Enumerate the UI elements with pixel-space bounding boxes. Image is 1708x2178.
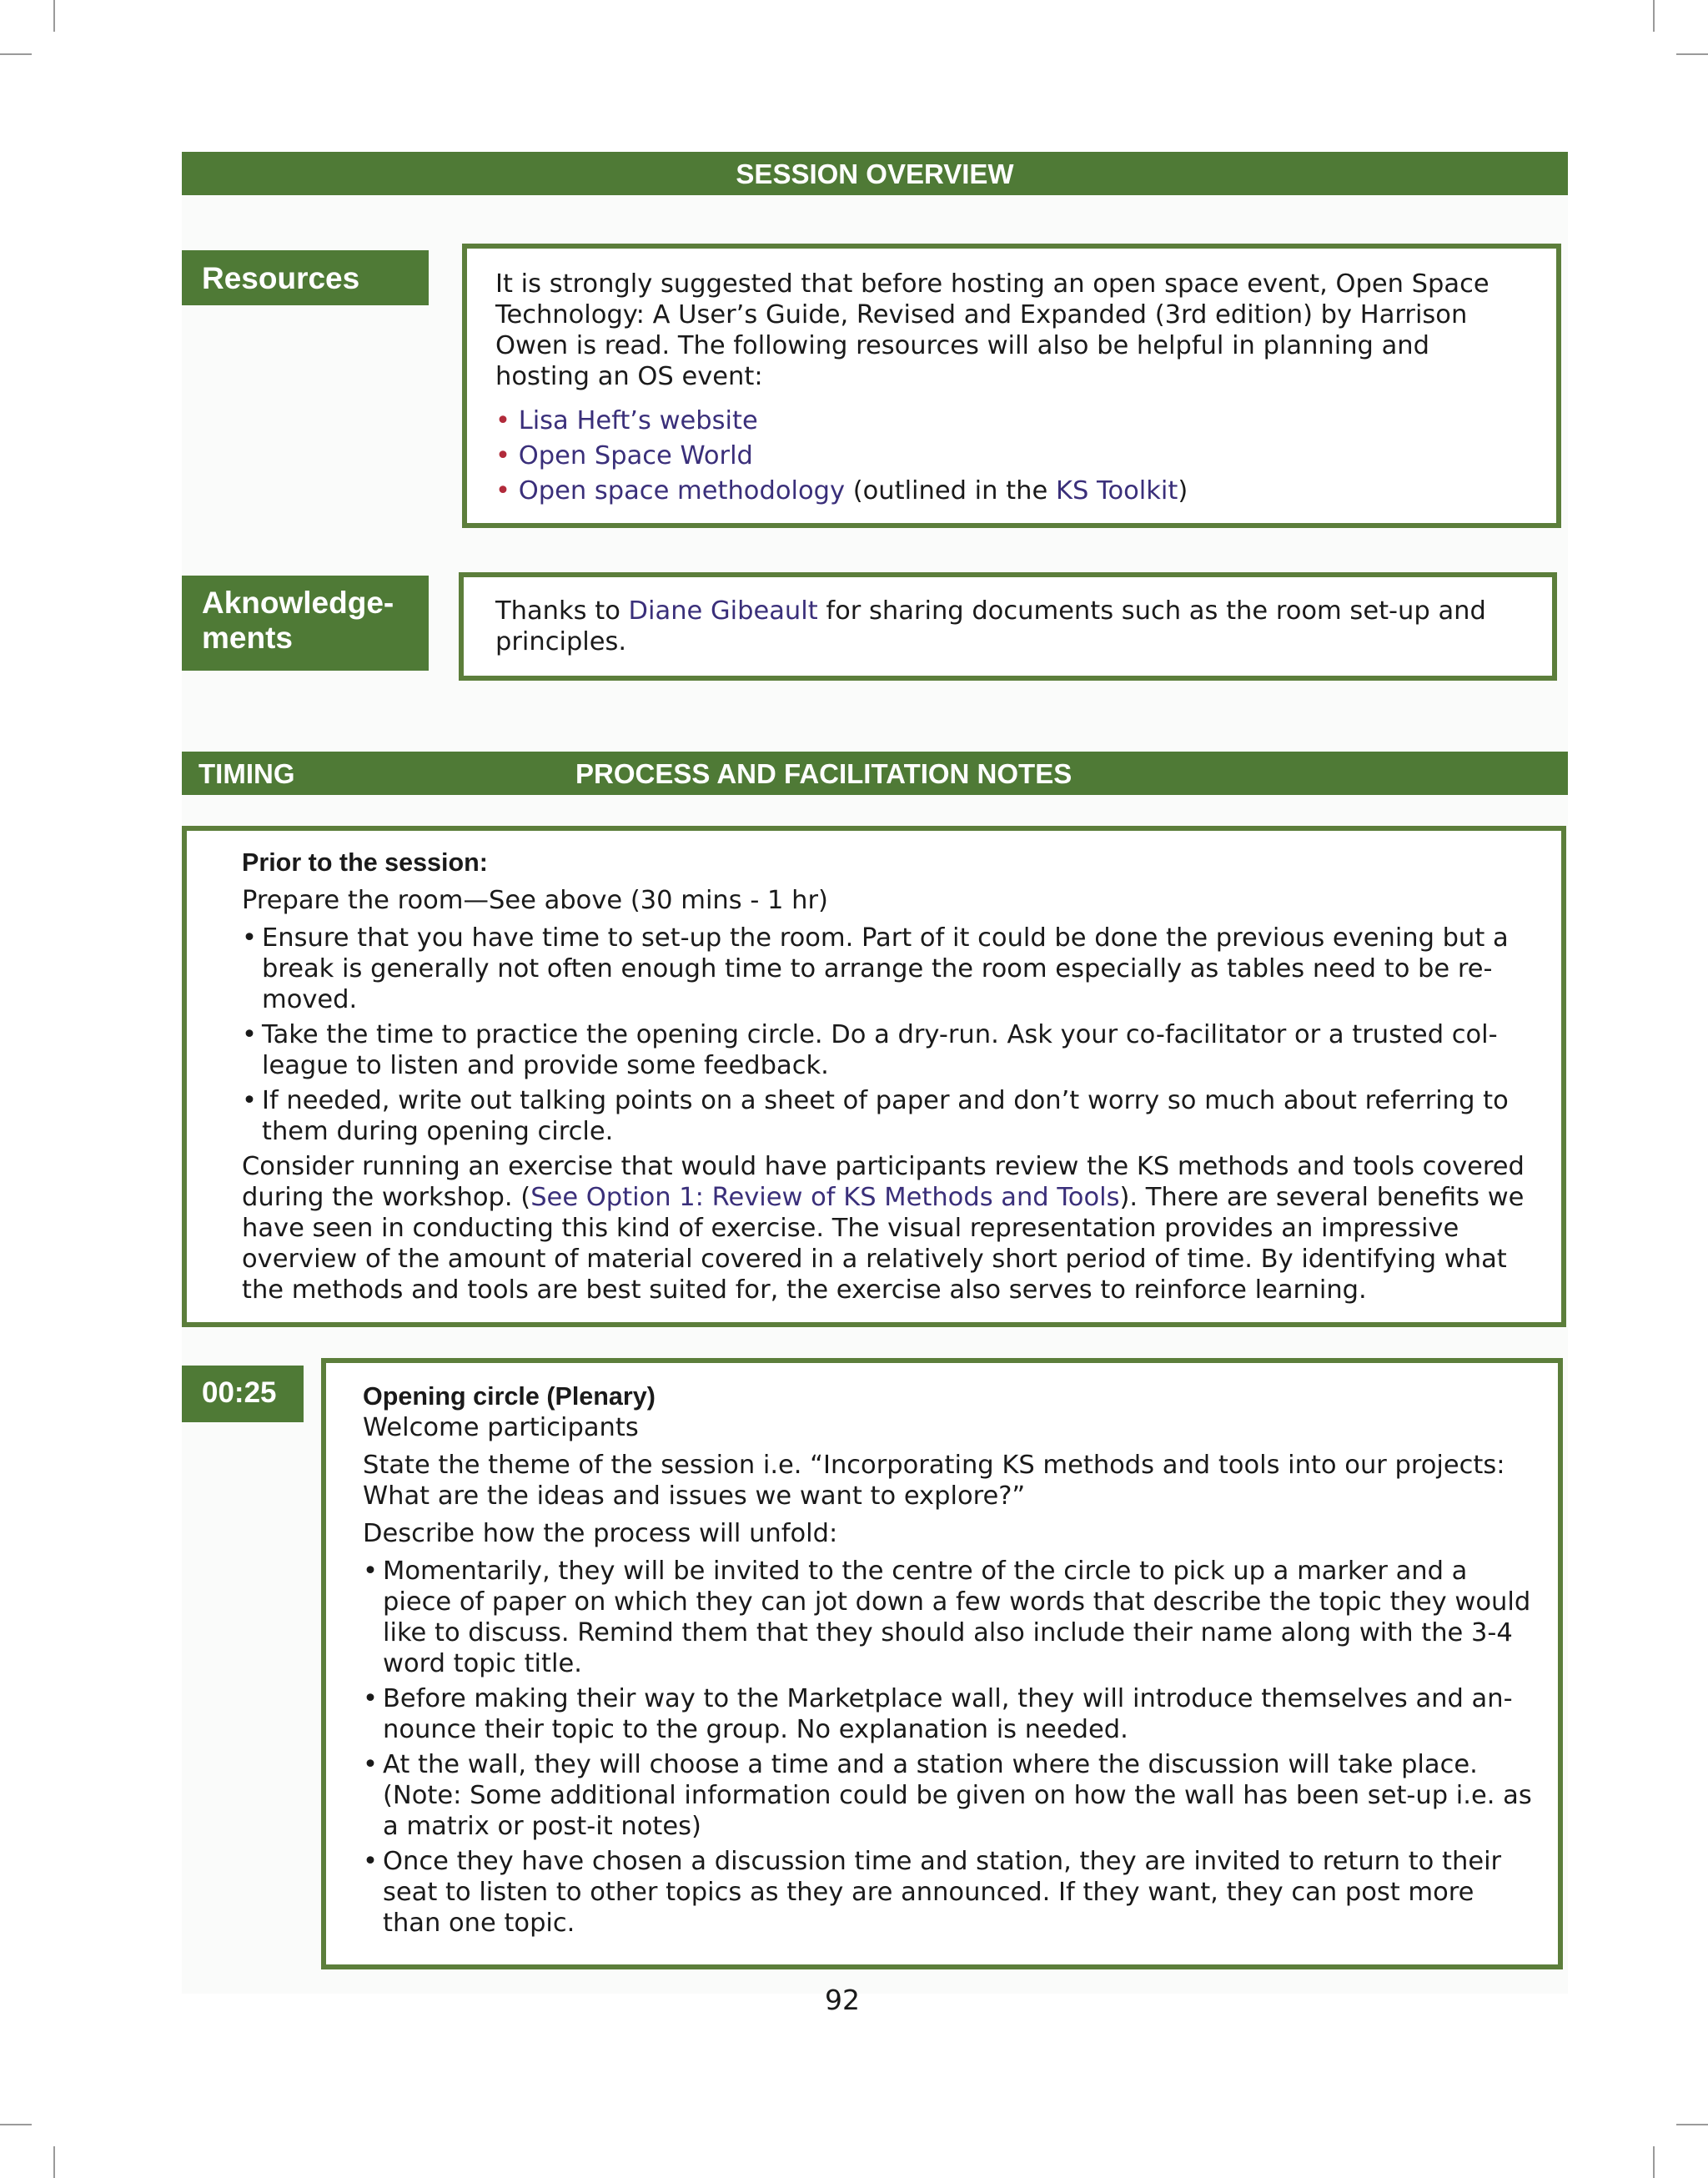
link-suffix: ) [1178,476,1188,506]
open-space-methodology-link[interactable]: Open space methodology [518,476,846,506]
prior-consider [242,1151,1541,1305]
process-heading: PROCESS AND FACILITATION NOTES [575,758,1073,789]
crop-mark [1676,53,1708,55]
crop-mark [0,2124,32,2125]
consider-text-after: ). There are several benefits we have seen in conducting this kind of exercise. The visual representation provides an impressive overview of the amount of material covered in a relatively short period of time. By identifying what the methods and tools are best suited for, the exercise also serves to reinforce learning. [242,1183,1525,1305]
list-item: • Momentarily, they will be invited to the centre of the circle to pick up a marker and a piece of paper on which they can jot down a few words that describe the topic they would like to discuss. Remind them that they should also include their name along with the 3-4 word topic title. [363,1556,1533,1679]
bullet-icon: • [495,476,510,506]
opening-circle-box [321,1358,1563,1969]
crop-mark [53,2146,55,2178]
opening-theme: State the theme of the session i.e. “Incorporating KS methods and tools into our projects: What are the ideas and issues we want to explore?” [363,1451,1505,1511]
opening-heading: Opening circle (Plenary) [363,1382,656,1411]
option-1-link[interactable]: See Option 1: Review of KS Methods and Tools [530,1183,1120,1212]
acknowledgements-label [182,576,429,671]
crop-mark [1653,2146,1655,2178]
time-badge-text: 00:25 [202,1376,277,1409]
list-item: • Once they have chosen a discussion time and station, they are invited to return to their seat to listen to other topics as they are announced. If they want, they can post more than one topic. [363,1846,1533,1939]
list-item [495,404,1531,439]
prior-to-session-box [182,826,1566,1327]
acknowledgements-text-before: Thanks to [495,596,629,626]
acknowledgements-label-line1: Aknowledge- [202,586,394,620]
page-number: 92 [825,1984,860,2016]
timing-banner [182,752,1568,795]
list-item [495,474,1531,509]
resources-link-list [495,404,1531,509]
diane-gibeault-link[interactable]: Diane Gibeault [628,596,818,626]
acknowledgements-text [495,596,1527,657]
open-space-world-link[interactable]: Open Space World [518,441,753,470]
crop-mark [0,53,32,55]
list-item: • Ensure that you have time to set-up the room. Part of it could be done the previous evening but a break is generally not often enough time to arrange the room especially as tables need to be re-moved. [242,923,1541,1015]
time-badge [182,1366,304,1422]
acknowledgements-box [459,572,1557,681]
prior-prepare: Prepare the room—See above (30 mins - 1 hr) [242,886,828,915]
session-overview-banner [182,152,1568,195]
resources-label-text: Resources [202,261,360,295]
lisa-heft-link[interactable]: Lisa Heft’s website [518,406,758,435]
list-item: • At the wall, they will choose a time and a station where the discussion will take place. (Note: Some additional information could be given on how the wall has been set-up i.e. as a matrix or post-it notes) [363,1749,1533,1842]
opening-bullet-list [363,1556,1533,1939]
resources-box [462,244,1561,528]
crop-mark [1676,2124,1708,2125]
session-overview-title: SESSION OVERVIEW [736,158,1014,189]
list-item: • Before making their way to the Marketplace wall, they will introduce themselves and an-nounce their topic to the group. No explanation is needed. [363,1683,1533,1745]
resources-label [182,250,429,305]
crop-mark [53,0,55,32]
consider-text-before: Consider running an exercise that would have participants review the KS methods and tools covered during the workshop. ( [242,1152,1525,1212]
opening-welcome: Welcome participants [363,1413,639,1442]
opening-describe: Describe how the process will unfold: [363,1519,838,1548]
acknowledgements-text-after: for sharing documents such as the room set-up and principles. [495,596,1486,656]
timing-heading: TIMING [198,758,295,789]
crop-mark [1653,0,1655,32]
list-item: • If needed, write out talking points on a sheet of paper and don’t worry so much about referring to them during opening circle. [242,1085,1541,1147]
prior-heading: Prior to the session: [242,848,488,877]
list-item: • Take the time to practice the opening circle. Do a dry-run. Ask your co-facilitator or a trusted col-league to listen and provide some feedback. [242,1019,1541,1081]
list-item [495,439,1531,474]
ks-toolkit-link[interactable]: KS Toolkit [1055,476,1178,506]
acknowledgements-label-line2: ments [202,621,293,655]
bullet-icon: • [495,441,510,470]
bullet-icon: • [495,406,510,435]
prior-bullet-list [242,923,1541,1147]
resources-intro: It is strongly suggested that before hosting an open space event, Open Space Technology: A User’s Guide, Revised and Expanded (3rd edition) by Harrison Owen is read. The following resources will also be helpful in planning and hosting an OS event: [495,269,1489,391]
link-suffix: (outlined in the [845,476,1056,506]
